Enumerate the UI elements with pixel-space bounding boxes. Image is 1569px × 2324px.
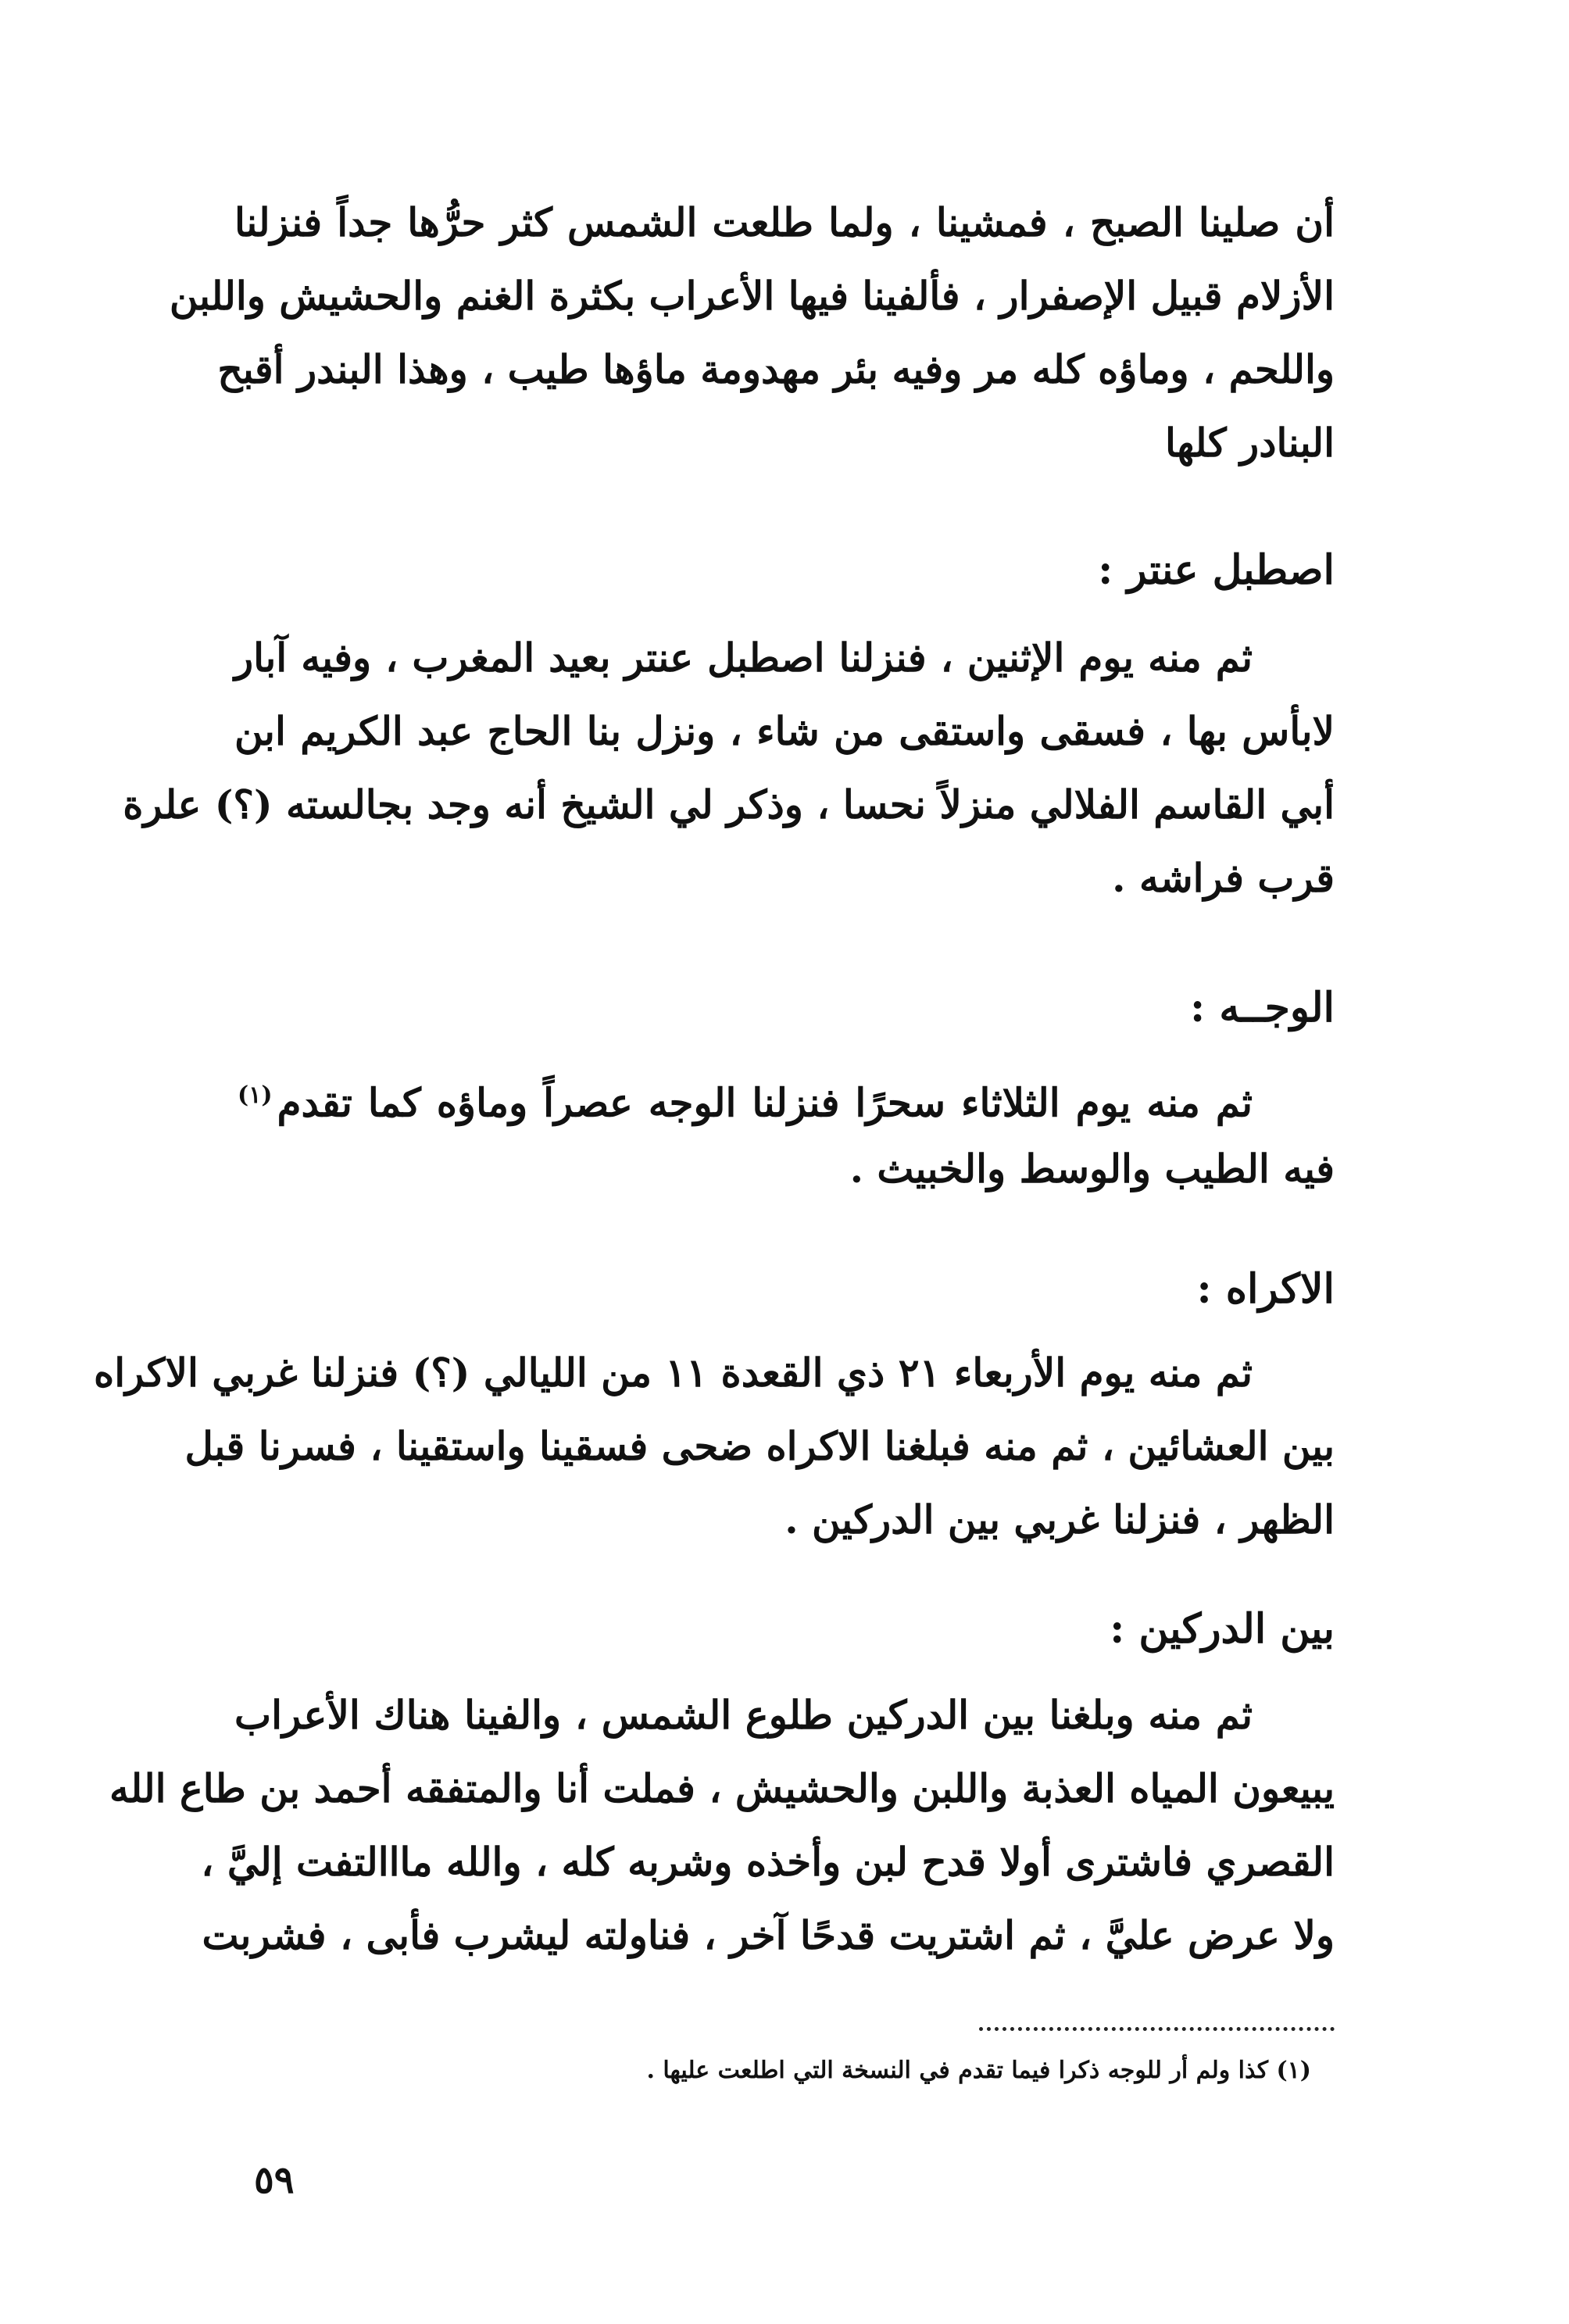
text-line: ثم منه يوم الأربعاء ٢١ ذي القعدة ١١ من الليالي (؟) فنزلنا غربي الاكراه — [94, 1350, 1253, 1396]
text-line: واللحم ، وماؤه كله مر وفيه بئر مهدومة ماؤها طيب ، وهذا البندر أقبح — [217, 346, 1335, 392]
text-line: قرب فراشه . — [1112, 855, 1335, 901]
section-heading-al-ikrah: الاكراه : — [1196, 1265, 1335, 1313]
text-line-content: ثم منه يوم الثلاثاء سحرًا فنزلنا الوجه عصراً وماؤه كما تقدم — [277, 1079, 1253, 1126]
text-line: القصري فاشترى أولا قدح لبن وأخذه وشربه كله ، والله مااالتفت إليَّ ، — [201, 1839, 1335, 1885]
text-line — [234, 1059, 1335, 1132]
text-line: ولا عرض عليَّ ، ثم اشتريت قدحًا آخر ، فناولته ليشرب فأبى ، فشربت — [202, 1912, 1335, 1958]
text-line: أبي القاسم الفلالي منزلاً نحسا ، وذكر لي الشيخ أنه وجد بجالسته (؟) علرة — [123, 781, 1335, 828]
text-line: لابأس بها ، فسقى واستقى من شاء ، ونزل بنا الحاج عبد الكريم ابن — [234, 708, 1335, 754]
text-line: يبيعون المياه العذبة واللبن والحشيش ، فملت أنا والمتفقه أحمد بن طاع الله — [109, 1765, 1335, 1811]
paragraph-2 — [123, 621, 1335, 915]
paragraph-5 — [109, 1679, 1335, 1972]
text-line: الأزلام قبيل الإصفرار ، فألفينا فيها الأعراب بكثرة الغنم والحشيش واللبن — [169, 273, 1335, 319]
text-line: البنادر كلها — [1165, 420, 1335, 466]
text-line: ثم منه يوم الإثنين ، فنزلنا اصطبل عنتر بعيد المغرب ، وفيه آبار — [234, 635, 1253, 681]
section-heading-istabl-antar: اصطبل عنتر : — [1098, 546, 1335, 594]
section-heading-bayn-al-darkayn: بين الدركين : — [1110, 1605, 1335, 1653]
text-line: بين العشائين ، ثم منه فبلغنا الاكراه ضحى فسقينا واستقينا ، فسرنا قبل — [184, 1423, 1335, 1469]
footnote-reference: (١) — [238, 1082, 273, 1109]
paragraph-3 — [234, 1059, 1335, 1206]
text-line: فيه الطيب والوسط والخبيث . — [849, 1146, 1335, 1192]
page-number: ٥٩ — [254, 2158, 295, 2202]
text-line: ثم منه وبلغنا بين الدركين طلوع الشمس ، والفينا هناك الأعراب — [234, 1692, 1253, 1738]
footnote: (١) كذا ولم أر للوجه ذكرا فيما تقدم في النسخة التي اطلعت عليها . — [646, 2057, 1311, 2084]
paragraph-1 — [169, 186, 1335, 480]
section-heading-al-wajh: الوجــه : — [1190, 984, 1335, 1031]
paragraph-4 — [94, 1336, 1335, 1557]
text-line: الظهر ، فنزلنا غربي بين الدركين . — [784, 1496, 1335, 1543]
footnote-divider — [979, 2027, 1335, 2031]
text-line: أن صلينا الصبح ، فمشينا ، ولما طلعت الشمس كثر حرُّها جداً فنزلنا — [234, 199, 1335, 245]
